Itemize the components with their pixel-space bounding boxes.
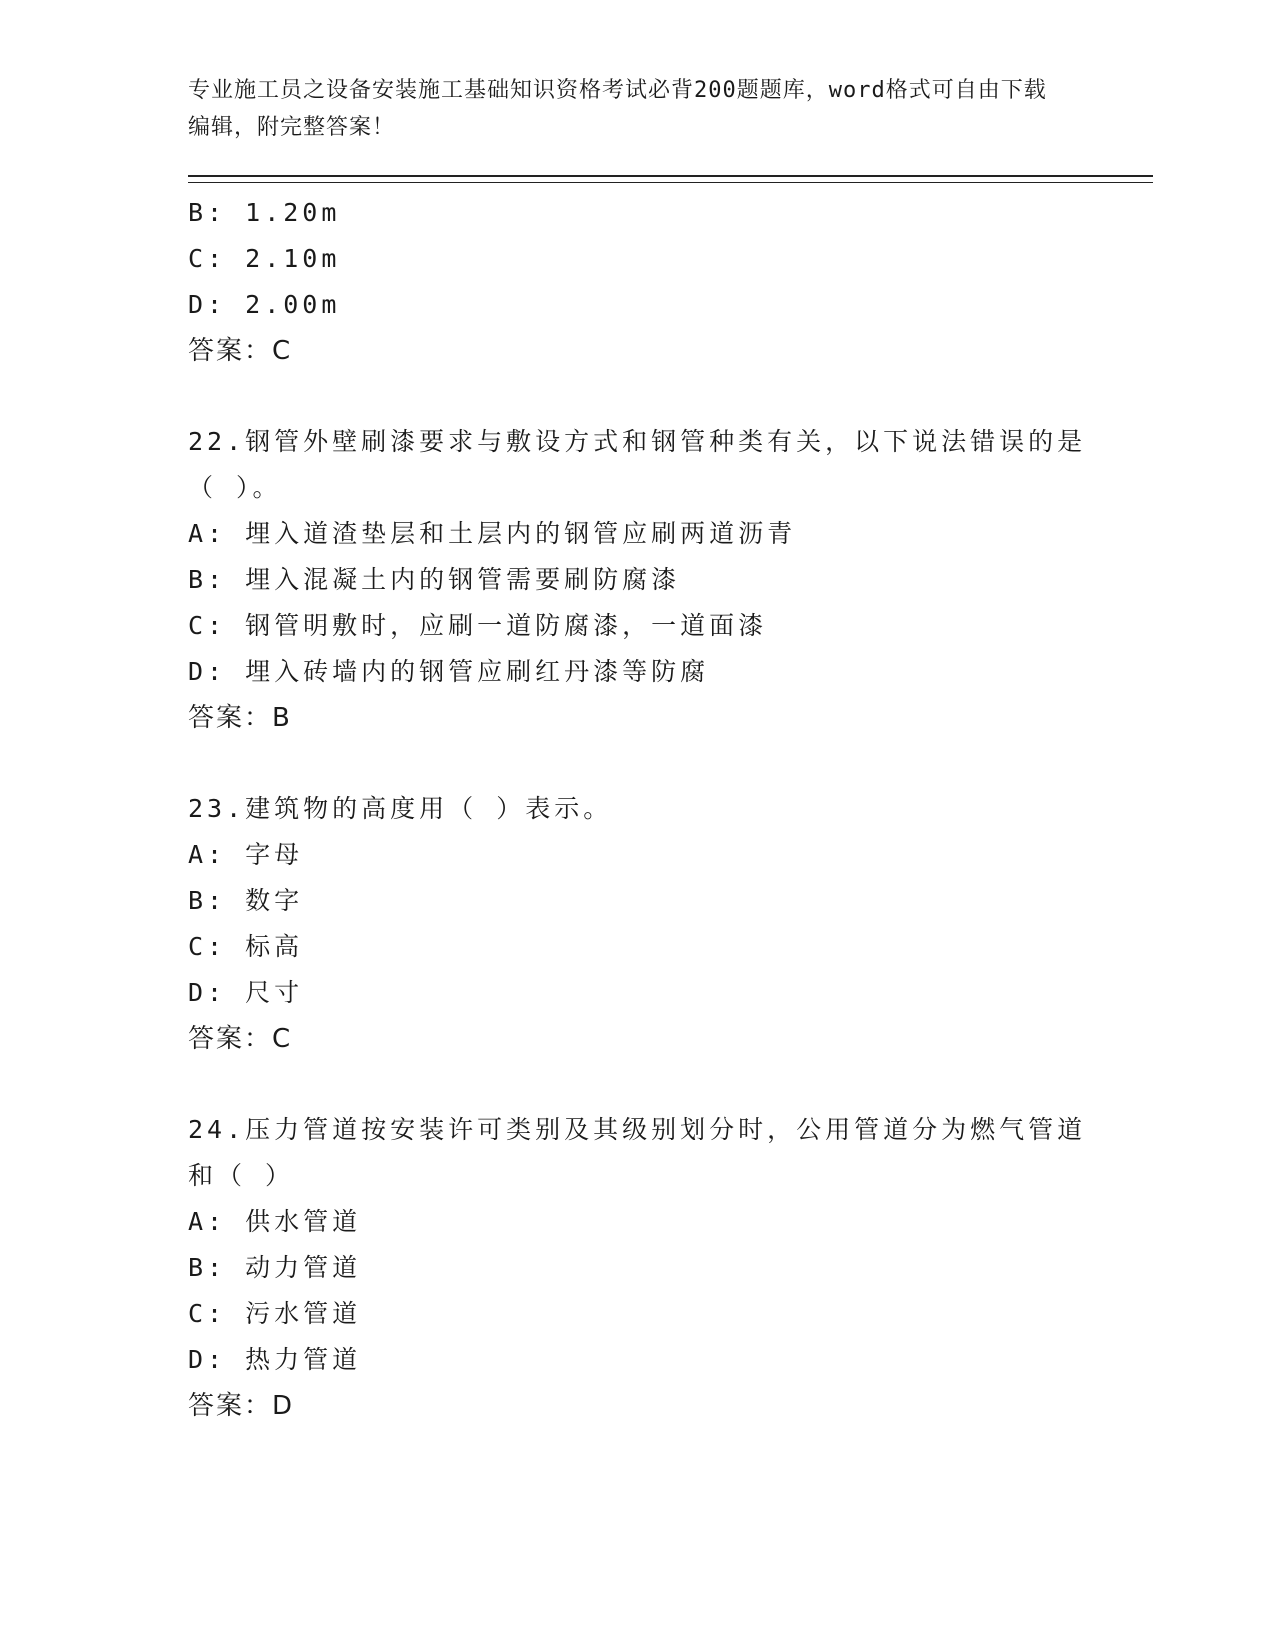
header-divider [188, 175, 1153, 177]
question-text: 24.压力管道按安装许可类别及其级别划分时，公用管道分为燃气管道和（ ） [188, 1115, 1087, 1190]
carryover-block [188, 190, 1088, 374]
option-line: C: 污水管道 [188, 1299, 362, 1328]
option-line: D: 尺寸 [188, 978, 304, 1007]
option-line: A: 埋入道渣垫层和土层内的钢管应刷两道沥青 [188, 519, 797, 548]
question-block [188, 419, 1088, 741]
answer-line: 答案：B [188, 703, 292, 733]
header-divider-thin [188, 182, 1153, 183]
question-text: 22.钢管外壁刷漆要求与敷设方式和钢管种类有关，以下说法错误的是（ ）。 [188, 427, 1087, 502]
answer-line: 答案：D [188, 1391, 295, 1421]
question-block [188, 1107, 1088, 1429]
option-line: D: 热力管道 [188, 1345, 362, 1374]
option-line: B: 1.20m [188, 198, 341, 227]
answer-line: 答案：C [188, 1024, 293, 1054]
question-text: 23.建筑物的高度用（ ）表示。 [188, 794, 613, 823]
option-line: C: 标高 [188, 932, 304, 961]
option-line: A: 供水管道 [188, 1207, 362, 1236]
option-line: D: 埋入砖墙内的钢管应刷红丹漆等防腐 [188, 657, 710, 686]
option-line: B: 数字 [188, 886, 304, 915]
document-body [188, 190, 1088, 1429]
question-block [188, 786, 1088, 1062]
option-line: D: 2.00m [188, 290, 341, 319]
answer-line: 答案：C [188, 336, 293, 366]
document-header: 专业施工员之设备安装施工基础知识资格考试必背200题题库，word格式可自由下载编辑，附完整答案！ [188, 78, 1047, 140]
option-line: C: 钢管明敷时，应刷一道防腐漆，一道面漆 [188, 611, 768, 640]
option-line: C: 2.10m [188, 244, 341, 273]
option-line: B: 埋入混凝土内的钢管需要刷防腐漆 [188, 565, 681, 594]
option-line: A: 字母 [188, 840, 304, 869]
option-line: B: 动力管道 [188, 1253, 362, 1282]
